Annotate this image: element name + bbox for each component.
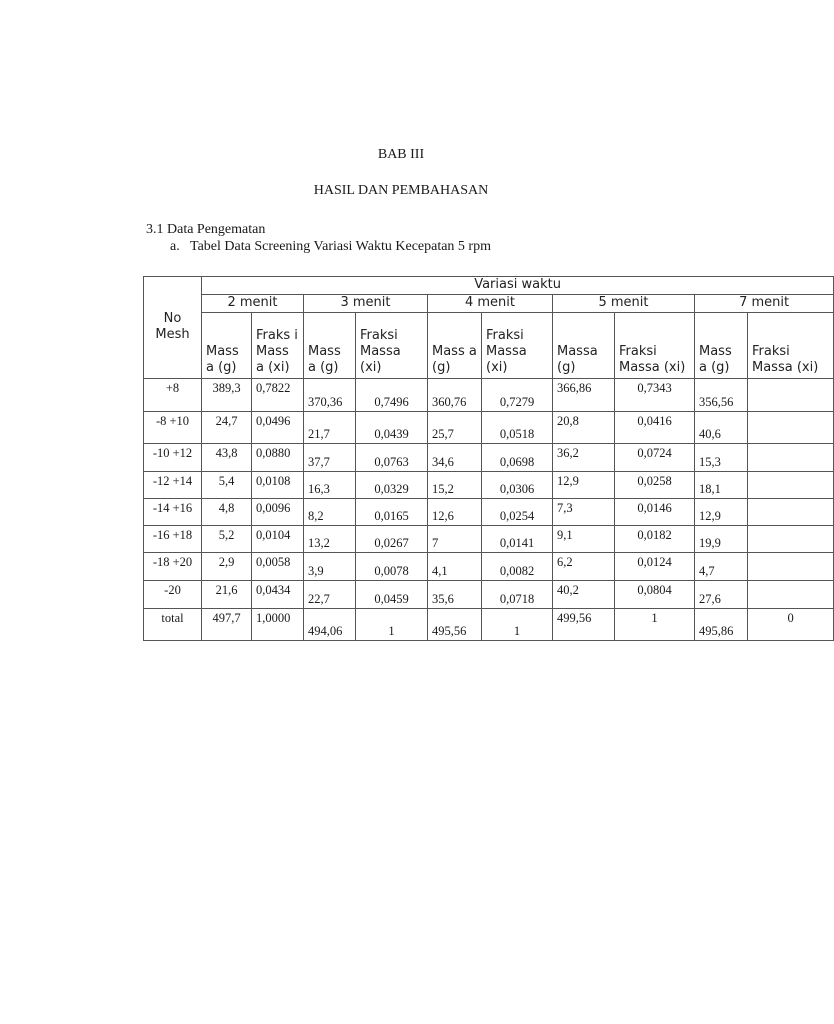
mesh-cell: -20 bbox=[144, 581, 202, 609]
table-row bbox=[144, 609, 834, 641]
mass-subheader: Mass a (g) bbox=[304, 313, 356, 379]
mass-cell: 34,6 bbox=[428, 444, 482, 472]
mass-cell: 15,3 bbox=[695, 444, 748, 472]
chapter-heading: HASIL DAN PEMBAHASAN bbox=[313, 183, 489, 198]
mesh-cell: -14 +16 bbox=[144, 499, 202, 526]
no-mesh-header: No Mesh bbox=[144, 277, 202, 379]
fraction-cell bbox=[748, 526, 834, 553]
time-group-header: 4 menit bbox=[428, 295, 553, 313]
fraction-cell bbox=[748, 553, 834, 581]
table-caption bbox=[170, 239, 491, 255]
mass-subheader: Mass a (g) bbox=[202, 313, 252, 379]
mass-cell: 20,8 bbox=[553, 412, 615, 444]
fraction-cell: 0,0258 bbox=[615, 472, 695, 499]
table-row bbox=[144, 526, 834, 553]
fraction-cell: 1 bbox=[615, 609, 695, 641]
mass-cell: 15,2 bbox=[428, 472, 482, 499]
fraction-cell: 0,0108 bbox=[252, 472, 304, 499]
section-title: 3.1 Data Pengematan bbox=[146, 222, 266, 237]
mass-cell: 40,6 bbox=[695, 412, 748, 444]
fraction-cell: 0,0165 bbox=[356, 499, 428, 526]
mass-cell: 7,3 bbox=[553, 499, 615, 526]
fraction-cell: 0,0804 bbox=[615, 581, 695, 609]
fraction-cell bbox=[748, 581, 834, 609]
mesh-cell: -10 +12 bbox=[144, 444, 202, 472]
mass-cell: 4,7 bbox=[695, 553, 748, 581]
fraction-cell: 0,0096 bbox=[252, 499, 304, 526]
mass-cell: 360,76 bbox=[428, 379, 482, 412]
time-group-header: 3 menit bbox=[304, 295, 428, 313]
fraction-subheader: Fraksi Massa (xi) bbox=[482, 313, 553, 379]
screening-data-table bbox=[143, 276, 834, 641]
fraction-cell: 0,7496 bbox=[356, 379, 428, 412]
mass-cell: 5,2 bbox=[202, 526, 252, 553]
mass-cell: 370,36 bbox=[304, 379, 356, 412]
fraction-cell bbox=[748, 412, 834, 444]
fraction-cell: 0,0182 bbox=[615, 526, 695, 553]
mass-cell: 12,9 bbox=[553, 472, 615, 499]
chapter-title: BAB III bbox=[377, 147, 425, 162]
mass-cell: 21,6 bbox=[202, 581, 252, 609]
table-row bbox=[144, 379, 834, 412]
time-group-header: 5 menit bbox=[553, 295, 695, 313]
fraction-cell bbox=[748, 379, 834, 412]
fraction-cell: 1 bbox=[356, 609, 428, 641]
table-row bbox=[144, 472, 834, 499]
header-row-group bbox=[144, 277, 834, 295]
mass-cell: 13,2 bbox=[304, 526, 356, 553]
mass-cell: 4,8 bbox=[202, 499, 252, 526]
mass-cell: 495,86 bbox=[695, 609, 748, 641]
time-group-header: 2 menit bbox=[202, 295, 304, 313]
mass-subheader: Massa (g) bbox=[553, 313, 615, 379]
fraction-cell: 0,0124 bbox=[615, 553, 695, 581]
mass-cell: 494,06 bbox=[304, 609, 356, 641]
fraction-subheader: Fraksi Massa (xi) bbox=[748, 313, 834, 379]
table-row bbox=[144, 499, 834, 526]
fraction-cell bbox=[748, 472, 834, 499]
mass-cell: 7 bbox=[428, 526, 482, 553]
mass-cell: 18,1 bbox=[695, 472, 748, 499]
mass-cell: 366,86 bbox=[553, 379, 615, 412]
fraction-cell: 0,0880 bbox=[252, 444, 304, 472]
mass-cell: 12,9 bbox=[695, 499, 748, 526]
table-row bbox=[144, 553, 834, 581]
fraction-cell: 0,7343 bbox=[615, 379, 695, 412]
header-row-times bbox=[144, 295, 834, 313]
fraction-cell: 0,0496 bbox=[252, 412, 304, 444]
mass-cell: 495,56 bbox=[428, 609, 482, 641]
fraction-cell: 0,0718 bbox=[482, 581, 553, 609]
mesh-cell: +8 bbox=[144, 379, 202, 412]
table-row bbox=[144, 444, 834, 472]
mass-subheader: Mass a (g) bbox=[428, 313, 482, 379]
fraction-cell: 0,7279 bbox=[482, 379, 553, 412]
fraction-cell bbox=[748, 444, 834, 472]
mesh-cell: -12 +14 bbox=[144, 472, 202, 499]
fraction-cell: 0,0329 bbox=[356, 472, 428, 499]
mass-subheader: Mass a (g) bbox=[695, 313, 748, 379]
fraction-cell: 0,0146 bbox=[615, 499, 695, 526]
fraction-subheader: Fraksi Massa (xi) bbox=[615, 313, 695, 379]
table-row bbox=[144, 581, 834, 609]
mesh-cell: -18 +20 bbox=[144, 553, 202, 581]
fraction-cell: 0,0078 bbox=[356, 553, 428, 581]
mass-cell: 22,7 bbox=[304, 581, 356, 609]
mass-cell: 499,56 bbox=[553, 609, 615, 641]
mass-cell: 5,4 bbox=[202, 472, 252, 499]
header-row-sub bbox=[144, 313, 834, 379]
fraction-cell: 0,0698 bbox=[482, 444, 553, 472]
fraction-cell: 0,0306 bbox=[482, 472, 553, 499]
fraction-cell: 0,0434 bbox=[252, 581, 304, 609]
mass-cell: 6,2 bbox=[553, 553, 615, 581]
fraction-cell bbox=[748, 499, 834, 526]
mass-cell: 21,7 bbox=[304, 412, 356, 444]
fraction-cell: 0,0058 bbox=[252, 553, 304, 581]
fraction-cell: 0,0254 bbox=[482, 499, 553, 526]
fraction-cell: 0,0518 bbox=[482, 412, 553, 444]
mesh-cell: total bbox=[144, 609, 202, 641]
mass-cell: 35,6 bbox=[428, 581, 482, 609]
fraction-cell: 0,7822 bbox=[252, 379, 304, 412]
mass-cell: 24,7 bbox=[202, 412, 252, 444]
caption-letter: a. bbox=[170, 239, 180, 254]
mesh-cell: -8 +10 bbox=[144, 412, 202, 444]
mass-cell: 19,9 bbox=[695, 526, 748, 553]
mass-cell: 3,9 bbox=[304, 553, 356, 581]
fraction-cell: 0,0082 bbox=[482, 553, 553, 581]
fraction-cell: 1,0000 bbox=[252, 609, 304, 641]
mass-cell: 43,8 bbox=[202, 444, 252, 472]
fraction-cell: 0,0439 bbox=[356, 412, 428, 444]
mass-cell: 4,1 bbox=[428, 553, 482, 581]
time-group-header: 7 menit bbox=[695, 295, 834, 313]
mass-cell: 12,6 bbox=[428, 499, 482, 526]
mass-cell: 9,1 bbox=[553, 526, 615, 553]
mass-cell: 389,3 bbox=[202, 379, 252, 412]
mass-cell: 16,3 bbox=[304, 472, 356, 499]
table-row bbox=[144, 412, 834, 444]
table-body bbox=[144, 277, 834, 641]
mass-cell: 40,2 bbox=[553, 581, 615, 609]
fraction-cell: 0,0141 bbox=[482, 526, 553, 553]
fraction-subheader: Fraksi Massa (xi) bbox=[356, 313, 428, 379]
fraction-cell: 0,0763 bbox=[356, 444, 428, 472]
fraction-cell: 0,0459 bbox=[356, 581, 428, 609]
fraction-subheader: Fraks i Mass a (xi) bbox=[252, 313, 304, 379]
variasi-waktu-header: Variasi waktu bbox=[202, 277, 834, 295]
fraction-cell: 0 bbox=[748, 609, 834, 641]
mass-cell: 8,2 bbox=[304, 499, 356, 526]
fraction-cell: 0,0416 bbox=[615, 412, 695, 444]
fraction-cell: 0,0724 bbox=[615, 444, 695, 472]
mass-cell: 2,9 bbox=[202, 553, 252, 581]
mass-cell: 27,6 bbox=[695, 581, 748, 609]
mass-cell: 37,7 bbox=[304, 444, 356, 472]
fraction-cell: 1 bbox=[482, 609, 553, 641]
mass-cell: 36,2 bbox=[553, 444, 615, 472]
fraction-cell: 0,0267 bbox=[356, 526, 428, 553]
mass-cell: 25,7 bbox=[428, 412, 482, 444]
mesh-cell: -16 +18 bbox=[144, 526, 202, 553]
mass-cell: 497,7 bbox=[202, 609, 252, 641]
fraction-cell: 0,0104 bbox=[252, 526, 304, 553]
mass-cell: 356,56 bbox=[695, 379, 748, 412]
caption-text: Tabel Data Screening Variasi Waktu Kecepatan 5 rpm bbox=[190, 239, 491, 254]
screening-table-wrapper bbox=[143, 276, 819, 638]
